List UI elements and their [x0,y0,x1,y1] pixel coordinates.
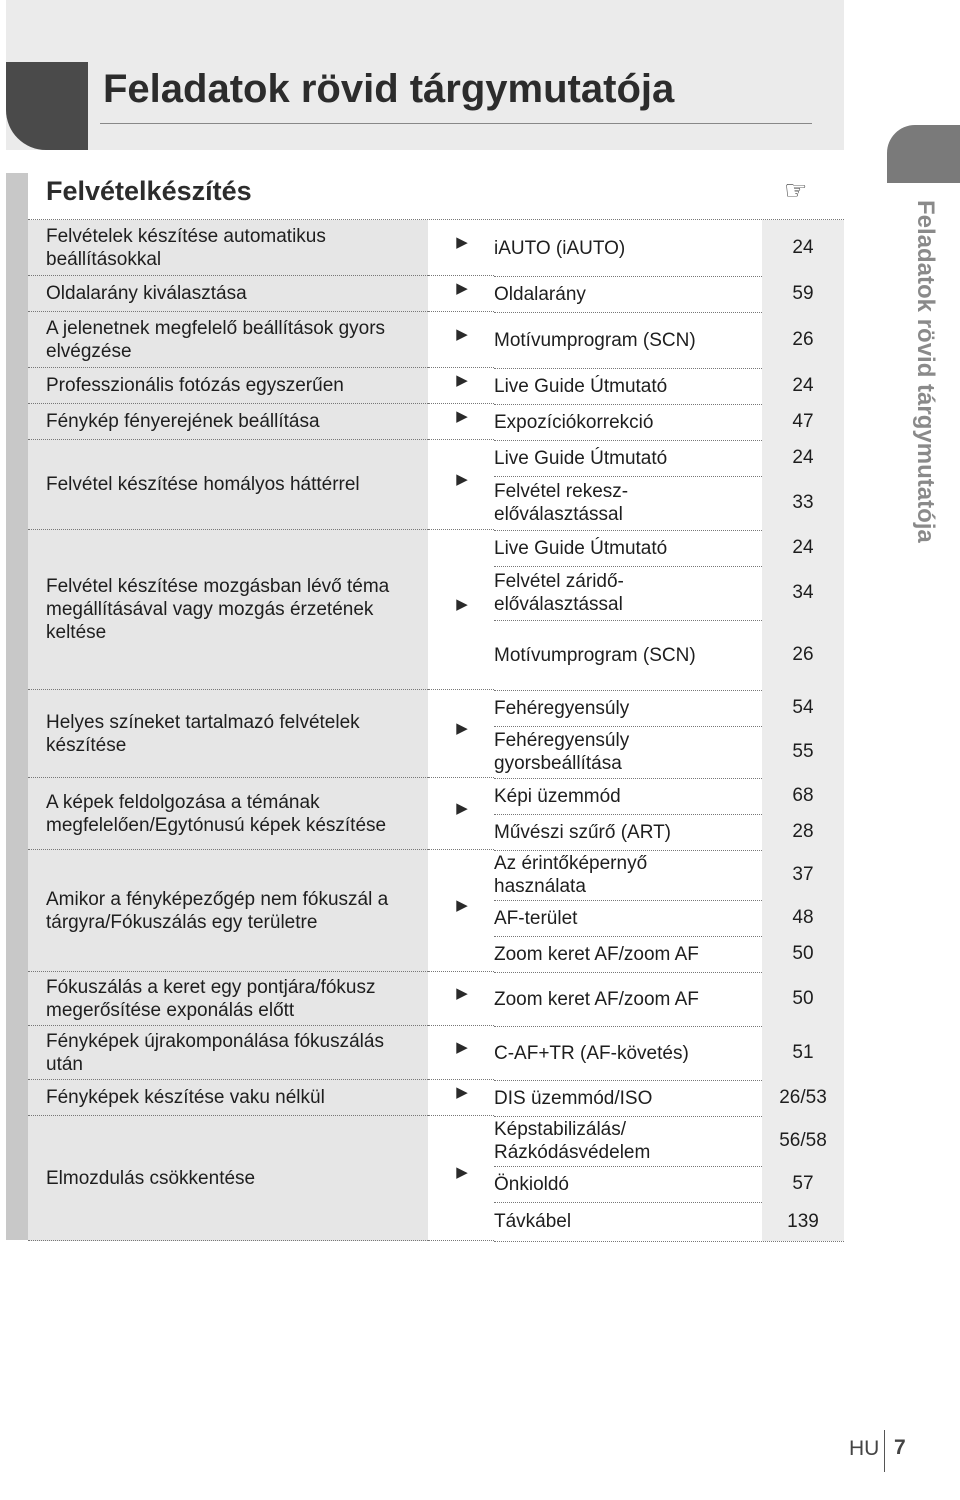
function-row [494,1080,844,1117]
function-list [494,850,844,972]
table-row [28,440,844,530]
function-list [494,1116,844,1241]
task-label: Fényképek újrakomponálása fókuszálás után [28,1026,428,1080]
title-divider [100,123,812,124]
task-label: Felvétel készítése homályos háttérrel [28,440,428,530]
function-name: DIS üzemmód/ISO [494,1087,653,1109]
function-row [494,1026,844,1081]
task-label: Amikor a fényképezőgép nem fókuszál a tárgyra/Fókuszálás egy területre [28,850,428,972]
function-name: AF-terület [494,907,578,929]
function-list [494,1026,844,1080]
page-reference: 28 [762,814,844,850]
function-list [494,276,844,312]
side-label: Feladatok rövid tárgymutatója [912,200,939,543]
function-row [494,404,844,441]
task-label: A képek feldolgozása a témának megfelelően/Egytónusú képek készítése [28,778,428,850]
function-row [494,1166,844,1203]
function-name: Képi üzemmód [494,785,621,807]
page-reference: 24 [762,530,844,566]
function-name: Fehéregyensúly [494,697,630,719]
function-name: Önkioldó [494,1173,569,1195]
function-row [494,850,844,901]
function-list [494,690,844,778]
arrow-icon: ▶ [428,368,494,404]
arrow-icon: ▶ [428,778,494,850]
function-row [494,690,844,727]
function-name: Zoom keret AF/zoom AF [494,988,699,1010]
function-list [494,972,844,1026]
arrow-icon: ▶ [428,972,494,1026]
task-label: A jelenetnek megfelelő beállítások gyors elvégzése [28,312,428,368]
page-title: Feladatok rövid tárgymutatója [103,67,675,111]
task-label: Fényképek készítése vaku nélkül [28,1080,428,1116]
table-row [28,778,844,850]
left-section-bar [6,173,28,1240]
footer-divider [884,1430,885,1472]
task-label: Felvétel készítése mozgásban lévő téma megállításával vagy mozgás érzetének keltése [28,530,428,690]
side-tab-decoration [887,125,960,183]
task-label: Felvételek készítése automatikus beállításokkal [28,220,428,276]
table-row [28,850,844,972]
page-reference: 24 [762,220,844,276]
task-label: Elmozdulás csökkentése [28,1116,428,1241]
function-row [494,276,844,313]
header-tab-decoration [6,62,88,150]
arrow-icon: ▶ [428,1080,494,1116]
function-name: Felvétel rekesz- előválasztással [494,481,629,525]
table-row [28,1026,844,1080]
footer-language: HU [849,1437,880,1460]
pointing-hand-icon: ☞ [784,175,808,205]
function-name: Távkábel [494,1211,572,1232]
function-list [494,778,844,850]
function-name: Képstabilizálás/ Rázkódásvédelem [494,1119,651,1163]
function-name: Motívumprogram (SCN) [494,644,696,666]
arrow-icon: ▶ [428,312,494,368]
table-row [28,368,844,404]
function-row [494,1202,844,1242]
task-label: Oldalarány kiválasztása [28,276,428,312]
function-row [494,312,844,369]
function-list [494,530,844,690]
table-row [28,404,844,440]
arrow-icon: ▶ [428,1026,494,1080]
page-reference: 139 [762,1202,844,1241]
function-row [494,476,844,531]
function-row [494,936,844,973]
function-row [494,814,844,851]
page-reference: 50 [762,936,844,972]
function-list [494,312,844,368]
table-row [28,972,844,1026]
function-list [494,440,844,530]
function-list [494,220,844,276]
table-row [28,276,844,312]
arrow-icon: ▶ [428,440,494,530]
function-name: Zoom keret AF/zoom AF [494,943,699,965]
page-reference: 33 [762,476,844,530]
function-row [494,972,844,1027]
task-label: Helyes színeket tartalmazó felvételek készítése [28,690,428,778]
arrow-icon: ▶ [428,1116,494,1241]
page-reference: 54 [762,690,844,726]
function-name: Művészi szűrő (ART) [494,821,672,843]
function-list [494,404,844,440]
function-row [494,1116,844,1167]
page-reference: 26 [762,312,844,368]
page-reference: 57 [762,1166,844,1202]
function-list [494,368,844,404]
page-reference: 59 [762,276,844,312]
task-label: Fénykép fényerejének beállítása [28,404,428,440]
arrow-icon: ▶ [428,850,494,972]
footer-page-number: 7 [894,1436,906,1459]
function-name: C-AF+TR (AF-követés) [494,1042,689,1064]
table-row [28,690,844,778]
table-row [28,312,844,368]
page-reference: 24 [762,440,844,476]
function-name: Live Guide Útmutató [494,537,668,559]
function-row [494,440,844,477]
page-reference: 26/53 [762,1080,844,1116]
arrow-icon: ▶ [428,220,494,276]
function-row [494,778,844,815]
function-name: Live Guide Útmutató [494,447,668,469]
function-name: Felvétel záridő- előválasztással [494,571,624,615]
page-reference: 55 [762,726,844,778]
page-reference: 47 [762,404,844,440]
arrow-icon: ▶ [428,690,494,778]
function-name: Expozíciókorrekció [494,411,654,433]
function-list [494,1080,844,1116]
function-row [494,530,844,567]
page-reference: 68 [762,778,844,814]
function-row [494,620,844,691]
page-reference: 56/58 [762,1116,844,1166]
function-row [494,726,844,779]
table-row [28,530,844,690]
function-name: Fehéregyensúly gyorsbeállítása [494,730,630,774]
function-name: Oldalarány [494,283,586,305]
page-reference: 48 [762,900,844,936]
page-reference: 37 [762,850,844,900]
function-name: Az érintőképernyő használata [494,853,648,897]
function-row [494,900,844,937]
table-row [28,1080,844,1116]
page-reference: 34 [762,566,844,620]
table-row [28,1116,844,1241]
arrow-icon: ▶ [428,404,494,440]
page-reference: 26 [762,620,844,690]
task-label: Professzionális fotózás egyszerűen [28,368,428,404]
function-row [494,566,844,621]
function-row [494,220,844,277]
table-row [28,220,844,276]
function-row [494,368,844,405]
page-reference: 51 [762,1026,844,1080]
section-title: Felvételkészítés [46,176,252,206]
function-name: Motívumprogram (SCN) [494,329,696,351]
task-label: Fókuszálás a keret egy pontjára/fókusz megerősítése exponálás előtt [28,972,428,1026]
function-name: iAUTO (iAUTO) [494,237,626,259]
function-name: Live Guide Útmutató [494,375,668,397]
arrow-icon: ▶ [428,530,494,690]
page-reference: 50 [762,972,844,1026]
page-reference: 24 [762,368,844,404]
arrow-icon: ▶ [428,276,494,312]
